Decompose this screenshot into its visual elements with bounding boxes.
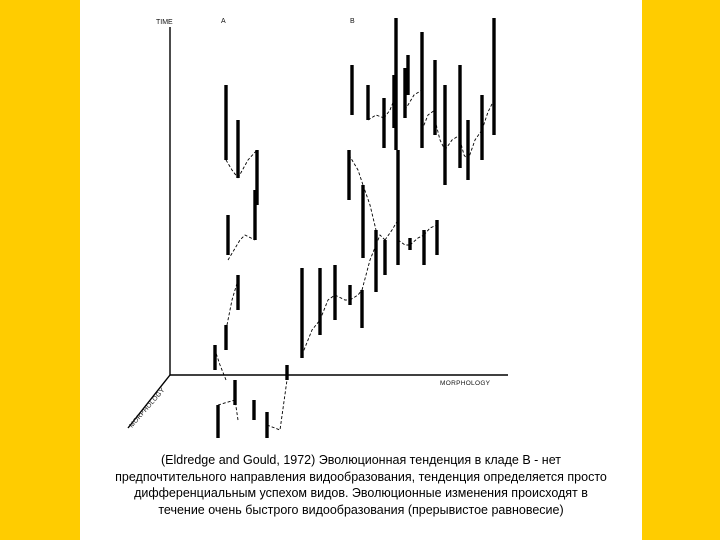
speciation-connector xyxy=(385,220,398,240)
speciation-connector xyxy=(410,235,424,245)
speciation-connector xyxy=(468,130,482,160)
time-axis-label: TIME xyxy=(156,19,173,26)
content-panel xyxy=(80,0,642,540)
caption-line-4: течение очень быстрого видообразования (прерывистое равновесие) xyxy=(158,502,564,517)
speciation-connector xyxy=(238,150,257,178)
speciation-connector xyxy=(363,185,376,230)
speciation-connector xyxy=(228,235,255,260)
caption-line-3: дифференциальным успехом видов. Эволюционные изменения происходят в xyxy=(134,486,588,500)
speciation-connector xyxy=(350,290,362,300)
speciation-connector xyxy=(368,115,384,120)
caption-line-2: предпочтительного направления видообразования, тенденция определяется просто xyxy=(115,469,607,484)
clade-diagram xyxy=(80,0,642,452)
caption-line-1: (Eldredge and Gould, 1972) Эволюционная тенденция в кладе B - нет xyxy=(161,453,561,467)
speciation-connector xyxy=(398,240,410,245)
morphology-x-label: MORPHOLOGY xyxy=(440,380,491,387)
speciation-connector xyxy=(302,320,320,355)
speciation-connectors xyxy=(215,90,494,430)
morphology-z-label: MORPHOLOGY xyxy=(128,386,167,430)
speciation-connector xyxy=(320,295,335,320)
speciation-connector xyxy=(422,110,435,130)
speciation-connector xyxy=(349,155,363,185)
speciation-connector xyxy=(424,225,437,235)
speciation-connector xyxy=(218,400,238,420)
speciation-connector xyxy=(335,295,350,300)
figure-caption xyxy=(80,452,642,518)
speciation-connector xyxy=(445,135,460,150)
speciation-connector xyxy=(226,160,238,178)
speciation-connector xyxy=(482,100,494,130)
clade-b-label: B xyxy=(350,18,355,25)
clade-a-label: A xyxy=(221,18,226,25)
speciation-connector xyxy=(226,280,238,330)
speciation-connector xyxy=(267,380,287,430)
